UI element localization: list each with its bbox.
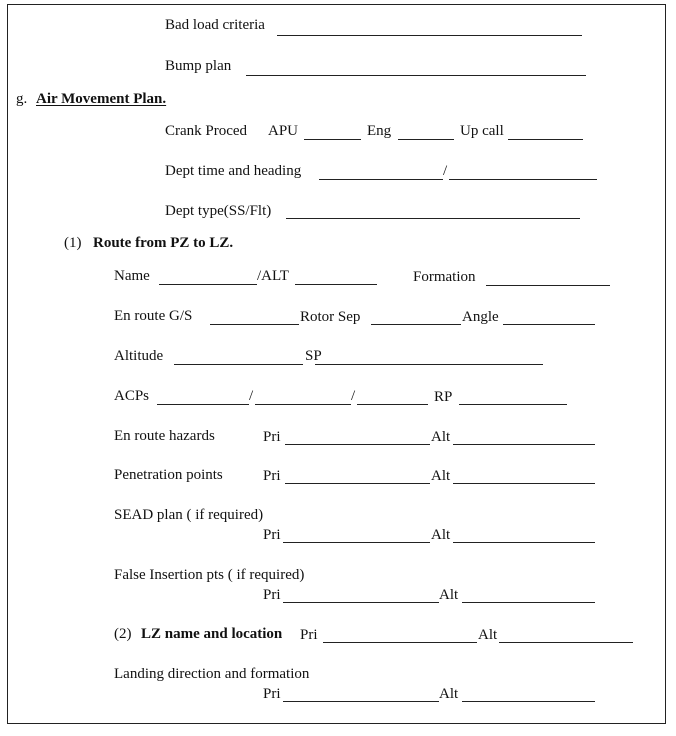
eng-field[interactable] <box>398 139 454 140</box>
en-route-hazards-alt-field[interactable] <box>453 444 595 445</box>
lz-number: (2) <box>114 626 132 642</box>
alt-field[interactable] <box>295 284 377 285</box>
angle-field[interactable] <box>503 324 595 325</box>
landing-pri-field[interactable] <box>283 701 439 702</box>
dept-time-field[interactable] <box>319 179 443 180</box>
bad-load-criteria-field[interactable] <box>277 35 582 36</box>
lz-alt-label: Alt <box>478 627 498 643</box>
landing-alt-label: Alt <box>439 686 459 702</box>
false-insertion-alt-label: Alt <box>439 587 459 603</box>
up-call-field[interactable] <box>508 139 583 140</box>
en-route-gs-field[interactable] <box>210 324 299 325</box>
false-insertion-pri-field[interactable] <box>283 602 439 603</box>
penetration-pri-label: Pri <box>263 468 281 484</box>
acp-separator-1: / <box>249 388 254 404</box>
landing-direction-label: Landing direction and formation <box>114 666 310 682</box>
dept-heading-field[interactable] <box>449 179 597 180</box>
false-insertion-pri-label: Pri <box>263 587 281 603</box>
rotor-sep-label: Rotor Sep <box>300 309 361 325</box>
bad-load-criteria-label: Bad load criteria <box>165 17 265 33</box>
lz-alt-field[interactable] <box>499 642 633 643</box>
route-title: Route from PZ to LZ. <box>93 235 234 251</box>
section-g-title: Air Movement Plan. <box>36 91 167 107</box>
en-route-hazards-label: En route hazards <box>114 428 215 444</box>
false-insertion-alt-field[interactable] <box>462 602 595 603</box>
acp-2-field[interactable] <box>255 404 351 405</box>
landing-pri-label: Pri <box>263 686 281 702</box>
route-number: (1) <box>64 235 82 251</box>
formation-field[interactable] <box>486 285 610 286</box>
eng-label: Eng <box>367 123 392 139</box>
section-g-prefix: g. <box>16 91 28 107</box>
formation-label: Formation <box>413 269 476 285</box>
sp-field[interactable] <box>315 364 543 365</box>
acps-label: ACPs <box>114 388 150 404</box>
penetration-alt-field[interactable] <box>453 483 595 484</box>
sead-pri-label: Pri <box>263 527 281 543</box>
lz-pri-field[interactable] <box>323 642 477 643</box>
dept-type-field[interactable] <box>286 218 580 219</box>
sead-plan-label: SEAD plan ( if required) <box>114 507 264 523</box>
acp-3-field[interactable] <box>357 404 428 405</box>
acp-separator-2: / <box>351 388 356 404</box>
alt-label: /ALT <box>257 268 289 284</box>
acp-1-field[interactable] <box>157 404 249 405</box>
penetration-points-label: Penetration points <box>114 467 223 483</box>
en-route-hazards-pri-field[interactable] <box>285 444 430 445</box>
sead-alt-label: Alt <box>431 527 451 543</box>
name-label: Name <box>114 268 150 284</box>
penetration-alt-label: Alt <box>431 468 451 484</box>
landing-alt-field[interactable] <box>462 701 595 702</box>
en-route-gs-label: En route G/S <box>114 308 193 324</box>
sp-label: SP <box>305 348 322 364</box>
lz-title: LZ name and location <box>141 626 283 642</box>
name-field[interactable] <box>159 284 257 285</box>
crank-proced-label: Crank Proced <box>165 123 248 139</box>
up-call-label: Up call <box>460 123 504 139</box>
lz-pri-label: Pri <box>300 627 318 643</box>
apu-label: APU <box>268 123 299 139</box>
rotor-sep-field[interactable] <box>371 324 461 325</box>
altitude-field[interactable] <box>174 364 303 365</box>
rp-label: RP <box>434 389 453 405</box>
angle-label: Angle <box>462 309 499 325</box>
apu-field[interactable] <box>304 139 361 140</box>
dept-time-label: Dept time and heading <box>165 163 302 179</box>
altitude-label: Altitude <box>114 348 164 364</box>
dept-time-separator: / <box>443 163 448 179</box>
sead-alt-field[interactable] <box>453 542 595 543</box>
dept-type-label: Dept type(SS/Flt) <box>165 203 272 219</box>
bump-plan-label: Bump plan <box>165 58 232 74</box>
bump-plan-field[interactable] <box>246 75 586 76</box>
en-route-hazards-alt-label: Alt <box>431 429 451 445</box>
en-route-hazards-pri-label: Pri <box>263 429 281 445</box>
rp-field[interactable] <box>459 404 567 405</box>
penetration-pri-field[interactable] <box>285 483 430 484</box>
sead-pri-field[interactable] <box>283 542 430 543</box>
false-insertion-label: False Insertion pts ( if required) <box>114 567 305 583</box>
